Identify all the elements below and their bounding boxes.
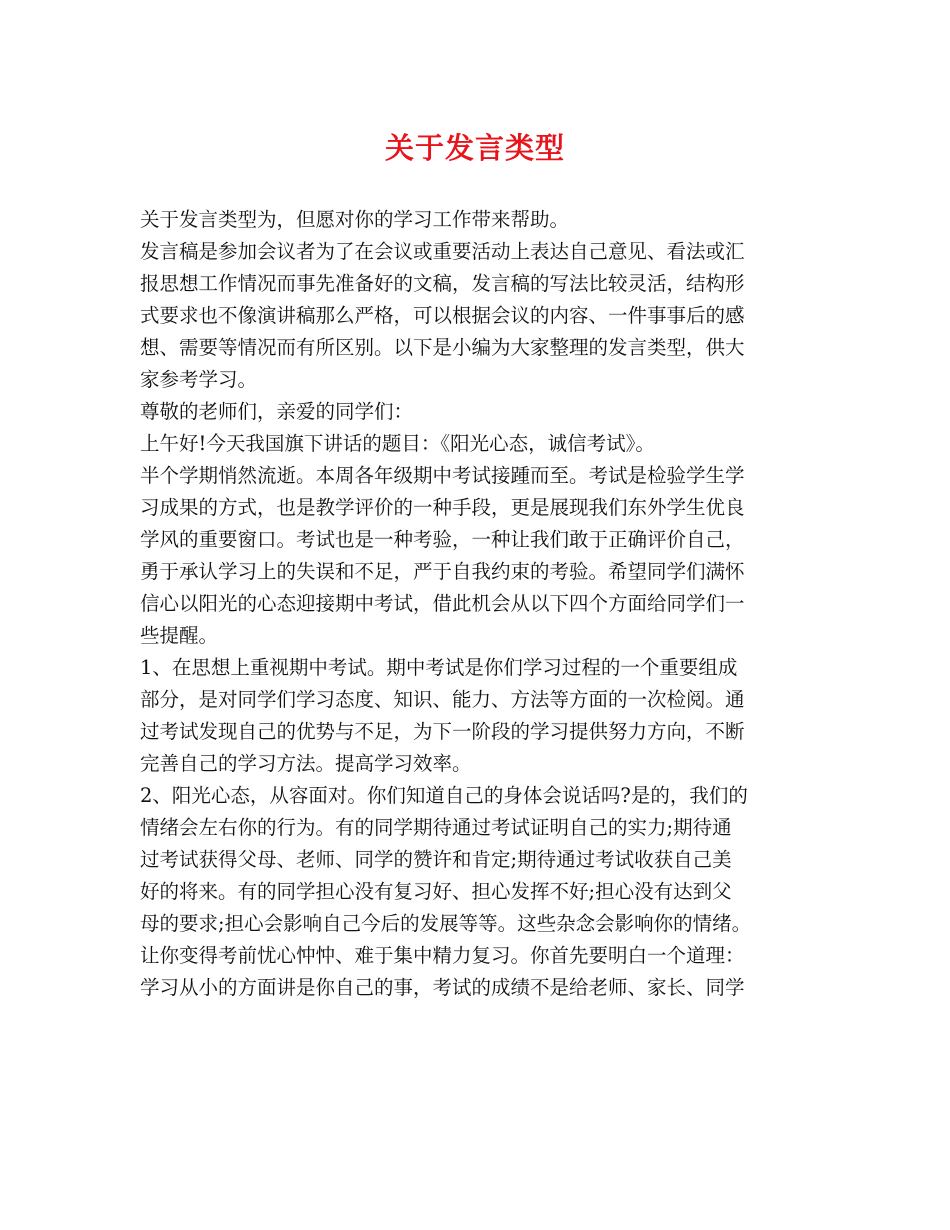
text-line: 些提醒。 xyxy=(140,624,219,647)
text-line: 关于发言类型为，但愿对你的学习工作带来帮助。 xyxy=(140,208,570,231)
text-line: 尊敬的老师们，亲爱的同学们： xyxy=(140,400,414,423)
document-body xyxy=(140,204,820,1004)
text-line: 想、需要等情况而有所区别。以下是小编为大家整理的发言类型，供大 xyxy=(140,336,745,359)
text-line: 习成果的方式，也是教学评价的一种手段，更是展现我们东外学生优良 xyxy=(140,496,745,519)
text-line: 母的要求;担心会影响自己今后的发展等等。这些杂念会影响你的情绪。 xyxy=(140,912,752,935)
text-line: 学习从小的方面讲是你自己的事，考试的成绩不是给老师、家长、同学 xyxy=(140,976,745,999)
text-line: 学风的重要窗口。考试也是一种考验，一种让我们敢于正确评价自己， xyxy=(140,528,745,551)
text-line: 部分，是对同学们学习态度、知识、能力、方法等方面的一次检阅。通 xyxy=(140,688,745,711)
text-line: 家参考学习。 xyxy=(140,368,258,391)
text-line: 2、阳光心态，从容面对。你们知道自己的身体会说话吗?是的，我们的 xyxy=(140,784,748,807)
text-line: 发言稿是参加会议者为了在会议或重要活动上表达自己意见、看法或汇 xyxy=(140,240,745,263)
text-line: 勇于承认学习上的失误和不足，严于自我约束的考验。希望同学们满怀 xyxy=(140,560,745,583)
text-line: 过考试获得父母、老师、同学的赞许和肯定;期待通过考试收获自己美 xyxy=(140,848,732,871)
text-line: 信心以阳光的心态迎接期中考试，借此机会从以下四个方面给同学们一 xyxy=(140,592,745,615)
text-line: 完善自己的学习方法。提高学习效率。 xyxy=(140,752,472,775)
text-line: 情绪会左右你的行为。有的同学期待通过考试证明自己的实力;期待通 xyxy=(140,816,732,839)
text-line: 式要求也不像演讲稿那么严格，可以根据会议的内容、一件事事后的感 xyxy=(140,304,745,327)
text-line: 1、在思想上重视期中考试。期中考试是你们学习过程的一个重要组成 xyxy=(140,656,738,679)
text-line: 半个学期悄然流逝。本周各年级期中考试接踵而至。考试是检验学生学 xyxy=(140,464,745,487)
text-line: 让你变得考前忧心忡忡、难于集中精力复习。你首先要明白一个道理： xyxy=(140,944,745,967)
document-title: 关于发言类型 xyxy=(384,131,565,165)
text-line: 过考试发现自己的优势与不足，为下一阶段的学习提供努力方向，不断 xyxy=(140,720,745,743)
text-line: 上午好!今天我国旗下讲话的题目：《阳光心态，诚信考试》。 xyxy=(140,432,655,455)
text-line: 好的将来。有的同学担心没有复习好、担心发挥不好;担心没有达到父 xyxy=(140,880,732,903)
text-line: 报思想工作情况而事先准备好的文稿，发言稿的写法比较灵活，结构形 xyxy=(140,272,745,295)
